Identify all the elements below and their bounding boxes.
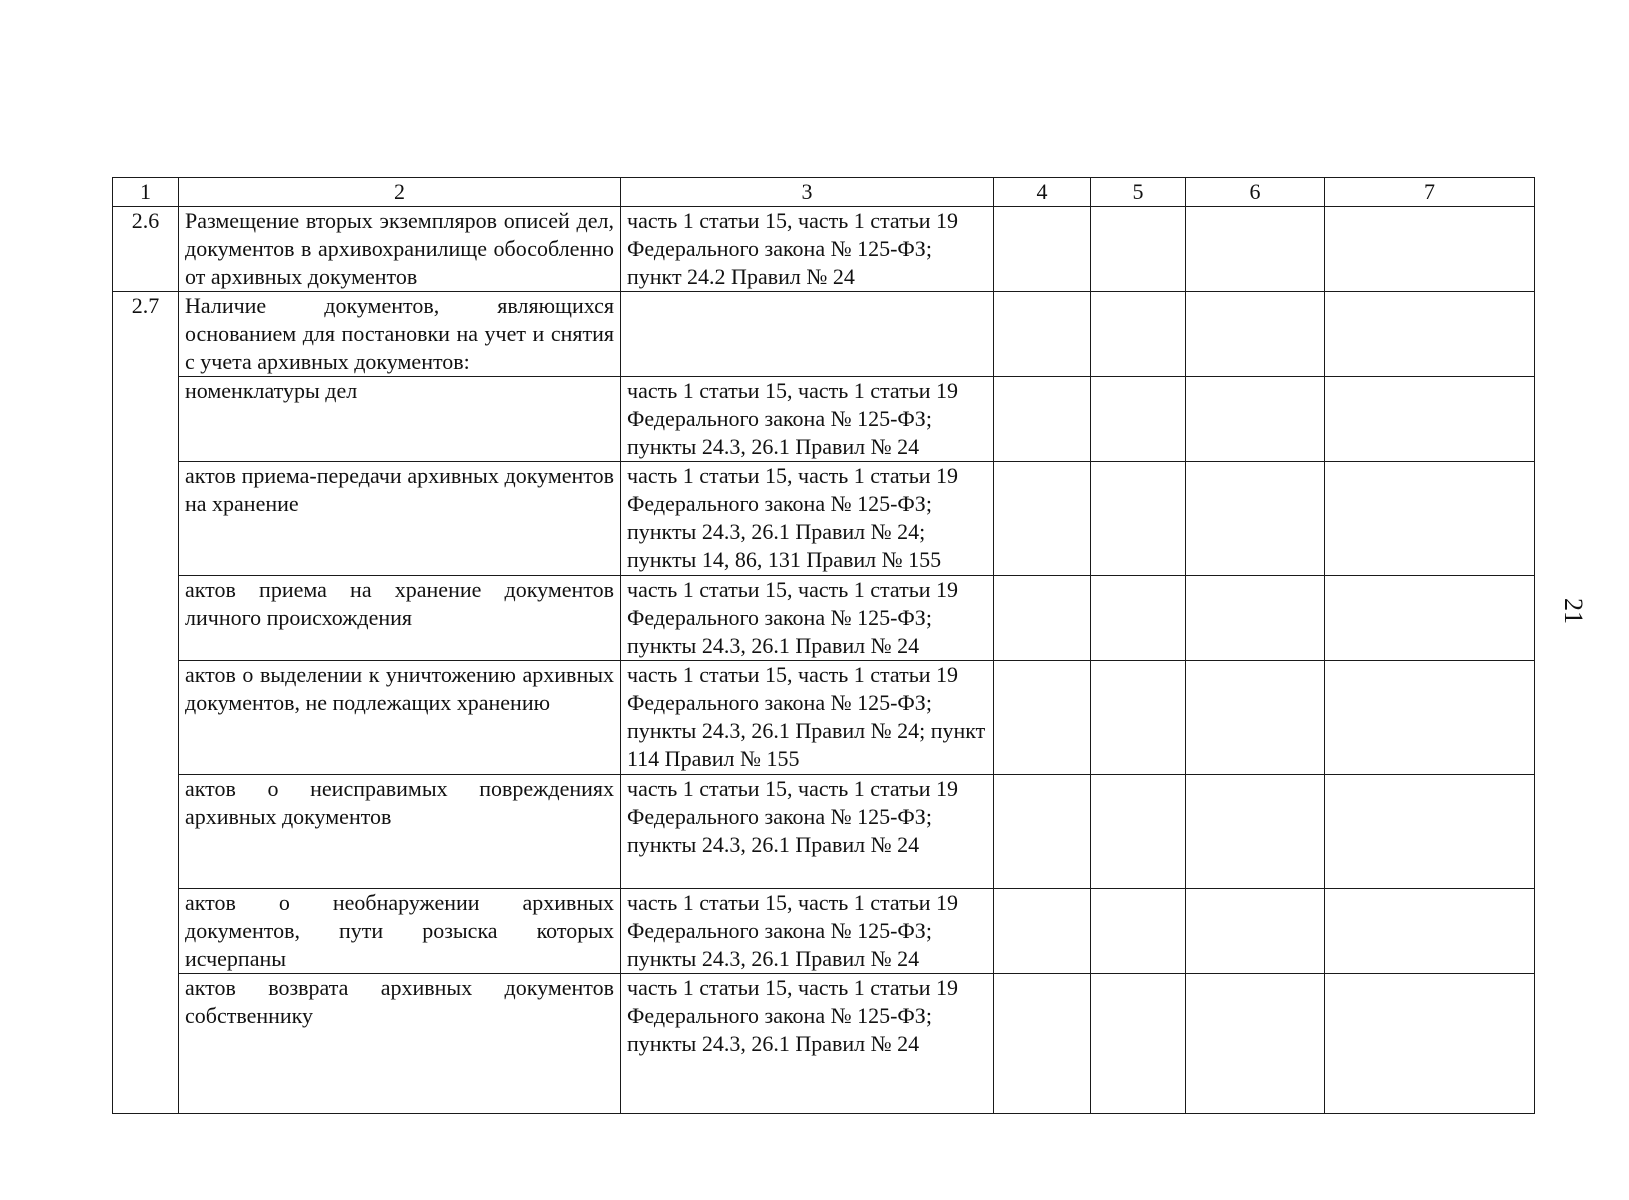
empty-cell	[994, 462, 1091, 576]
empty-cell	[1186, 576, 1325, 661]
table-row	[113, 661, 1535, 775]
empty-cell	[1091, 462, 1186, 576]
requirement-cell: актов приема на хранение документов личного происхождения	[179, 576, 621, 661]
empty-cell	[1186, 775, 1325, 889]
empty-cell	[1186, 889, 1325, 974]
requirement-cell: Наличие документов, являющихся основанием для постановки на учет и снятия с учета архивных документов:	[179, 292, 621, 377]
empty-cell	[994, 974, 1091, 1114]
table-row	[113, 292, 1535, 377]
requirement-cell: актов о неисправимых повреждениях архивных документов	[179, 775, 621, 889]
empty-cell	[1325, 775, 1535, 889]
empty-cell	[1091, 974, 1186, 1114]
empty-cell	[1091, 292, 1186, 377]
empty-cell	[1325, 462, 1535, 576]
empty-cell	[1325, 974, 1535, 1114]
legal-basis-cell: часть 1 статьи 15, часть 1 статьи 19 Федерального закона № 125-ФЗ; пункты 24.3, 26.1 Правил № 24	[621, 576, 994, 661]
column-header: 5	[1091, 178, 1186, 207]
column-header: 7	[1325, 178, 1535, 207]
legal-basis-cell: часть 1 статьи 15, часть 1 статьи 19 Федерального закона № 125-ФЗ; пункты 24.3, 26.1 Правил № 24	[621, 974, 994, 1114]
empty-cell	[994, 292, 1091, 377]
empty-cell	[994, 207, 1091, 292]
empty-cell	[1091, 207, 1186, 292]
empty-cell	[1325, 207, 1535, 292]
empty-cell	[1091, 661, 1186, 775]
legal-basis-cell: часть 1 статьи 15, часть 1 статьи 19 Федерального закона № 125-ФЗ; пункты 24.3, 26.1 Правил № 24	[621, 775, 994, 889]
empty-cell	[994, 576, 1091, 661]
empty-cell	[1091, 889, 1186, 974]
empty-cell	[1325, 576, 1535, 661]
empty-cell	[1091, 576, 1186, 661]
empty-cell	[994, 377, 1091, 462]
table-row	[113, 377, 1535, 462]
legal-basis-cell: часть 1 статьи 15, часть 1 статьи 19 Федерального закона № 125-ФЗ; пункт 24.2 Правил № 24	[621, 207, 994, 292]
table-row	[113, 974, 1535, 1114]
empty-cell	[1186, 377, 1325, 462]
column-header: 6	[1186, 178, 1325, 207]
table-row	[113, 207, 1535, 292]
empty-cell	[1186, 462, 1325, 576]
table-row	[113, 775, 1535, 889]
legal-basis-cell: часть 1 статьи 15, часть 1 статьи 19 Федерального закона № 125-ФЗ; пункты 24.3, 26.1 Правил № 24	[621, 377, 994, 462]
column-header: 3	[621, 178, 994, 207]
checklist-table	[112, 177, 1535, 1114]
empty-cell	[1091, 775, 1186, 889]
table-row	[113, 576, 1535, 661]
column-header: 2	[179, 178, 621, 207]
empty-cell	[1186, 974, 1325, 1114]
empty-cell	[994, 661, 1091, 775]
page-number: 21	[1559, 598, 1588, 624]
legal-basis-cell	[621, 292, 994, 377]
requirement-cell: номенклатуры дел	[179, 377, 621, 462]
empty-cell	[1186, 661, 1325, 775]
row-number: 2.6	[113, 207, 179, 292]
requirement-cell: актов возврата архивных документов собственнику	[179, 974, 621, 1114]
table-header-row	[113, 178, 1535, 207]
requirement-cell: актов приема-передачи архивных документов на хранение	[179, 462, 621, 576]
legal-basis-cell: часть 1 статьи 15, часть 1 статьи 19 Федерального закона № 125-ФЗ; пункты 24.3, 26.1 Правил № 24; пункты 14, 86, 131 Правил № 155	[621, 462, 994, 576]
column-header: 1	[113, 178, 179, 207]
row-number: 2.7	[113, 292, 179, 1114]
empty-cell	[1325, 292, 1535, 377]
legal-basis-cell: часть 1 статьи 15, часть 1 статьи 19 Федерального закона № 125-ФЗ; пункты 24.3, 26.1 Правил № 24	[621, 889, 994, 974]
empty-cell	[1325, 661, 1535, 775]
empty-cell	[1186, 207, 1325, 292]
legal-basis-cell: часть 1 статьи 15, часть 1 статьи 19 Федерального закона № 125-ФЗ; пункты 24.3, 26.1 Правил № 24; пункт 114 Правил № 155	[621, 661, 994, 775]
requirement-cell: актов о необнаружении архивных документов, пути розыска которых исчерпаны	[179, 889, 621, 974]
table-row	[113, 462, 1535, 576]
empty-cell	[994, 775, 1091, 889]
empty-cell	[1325, 889, 1535, 974]
empty-cell	[994, 889, 1091, 974]
table-row	[113, 889, 1535, 974]
empty-cell	[1325, 377, 1535, 462]
empty-cell	[1186, 292, 1325, 377]
requirement-cell: Размещение вторых экземпляров описей дел, документов в архивохранилище обособленно от архивных документов	[179, 207, 621, 292]
column-header: 4	[994, 178, 1091, 207]
requirement-cell: актов о выделении к уничтожению архивных документов, не подлежащих хранению	[179, 661, 621, 775]
empty-cell	[1091, 377, 1186, 462]
